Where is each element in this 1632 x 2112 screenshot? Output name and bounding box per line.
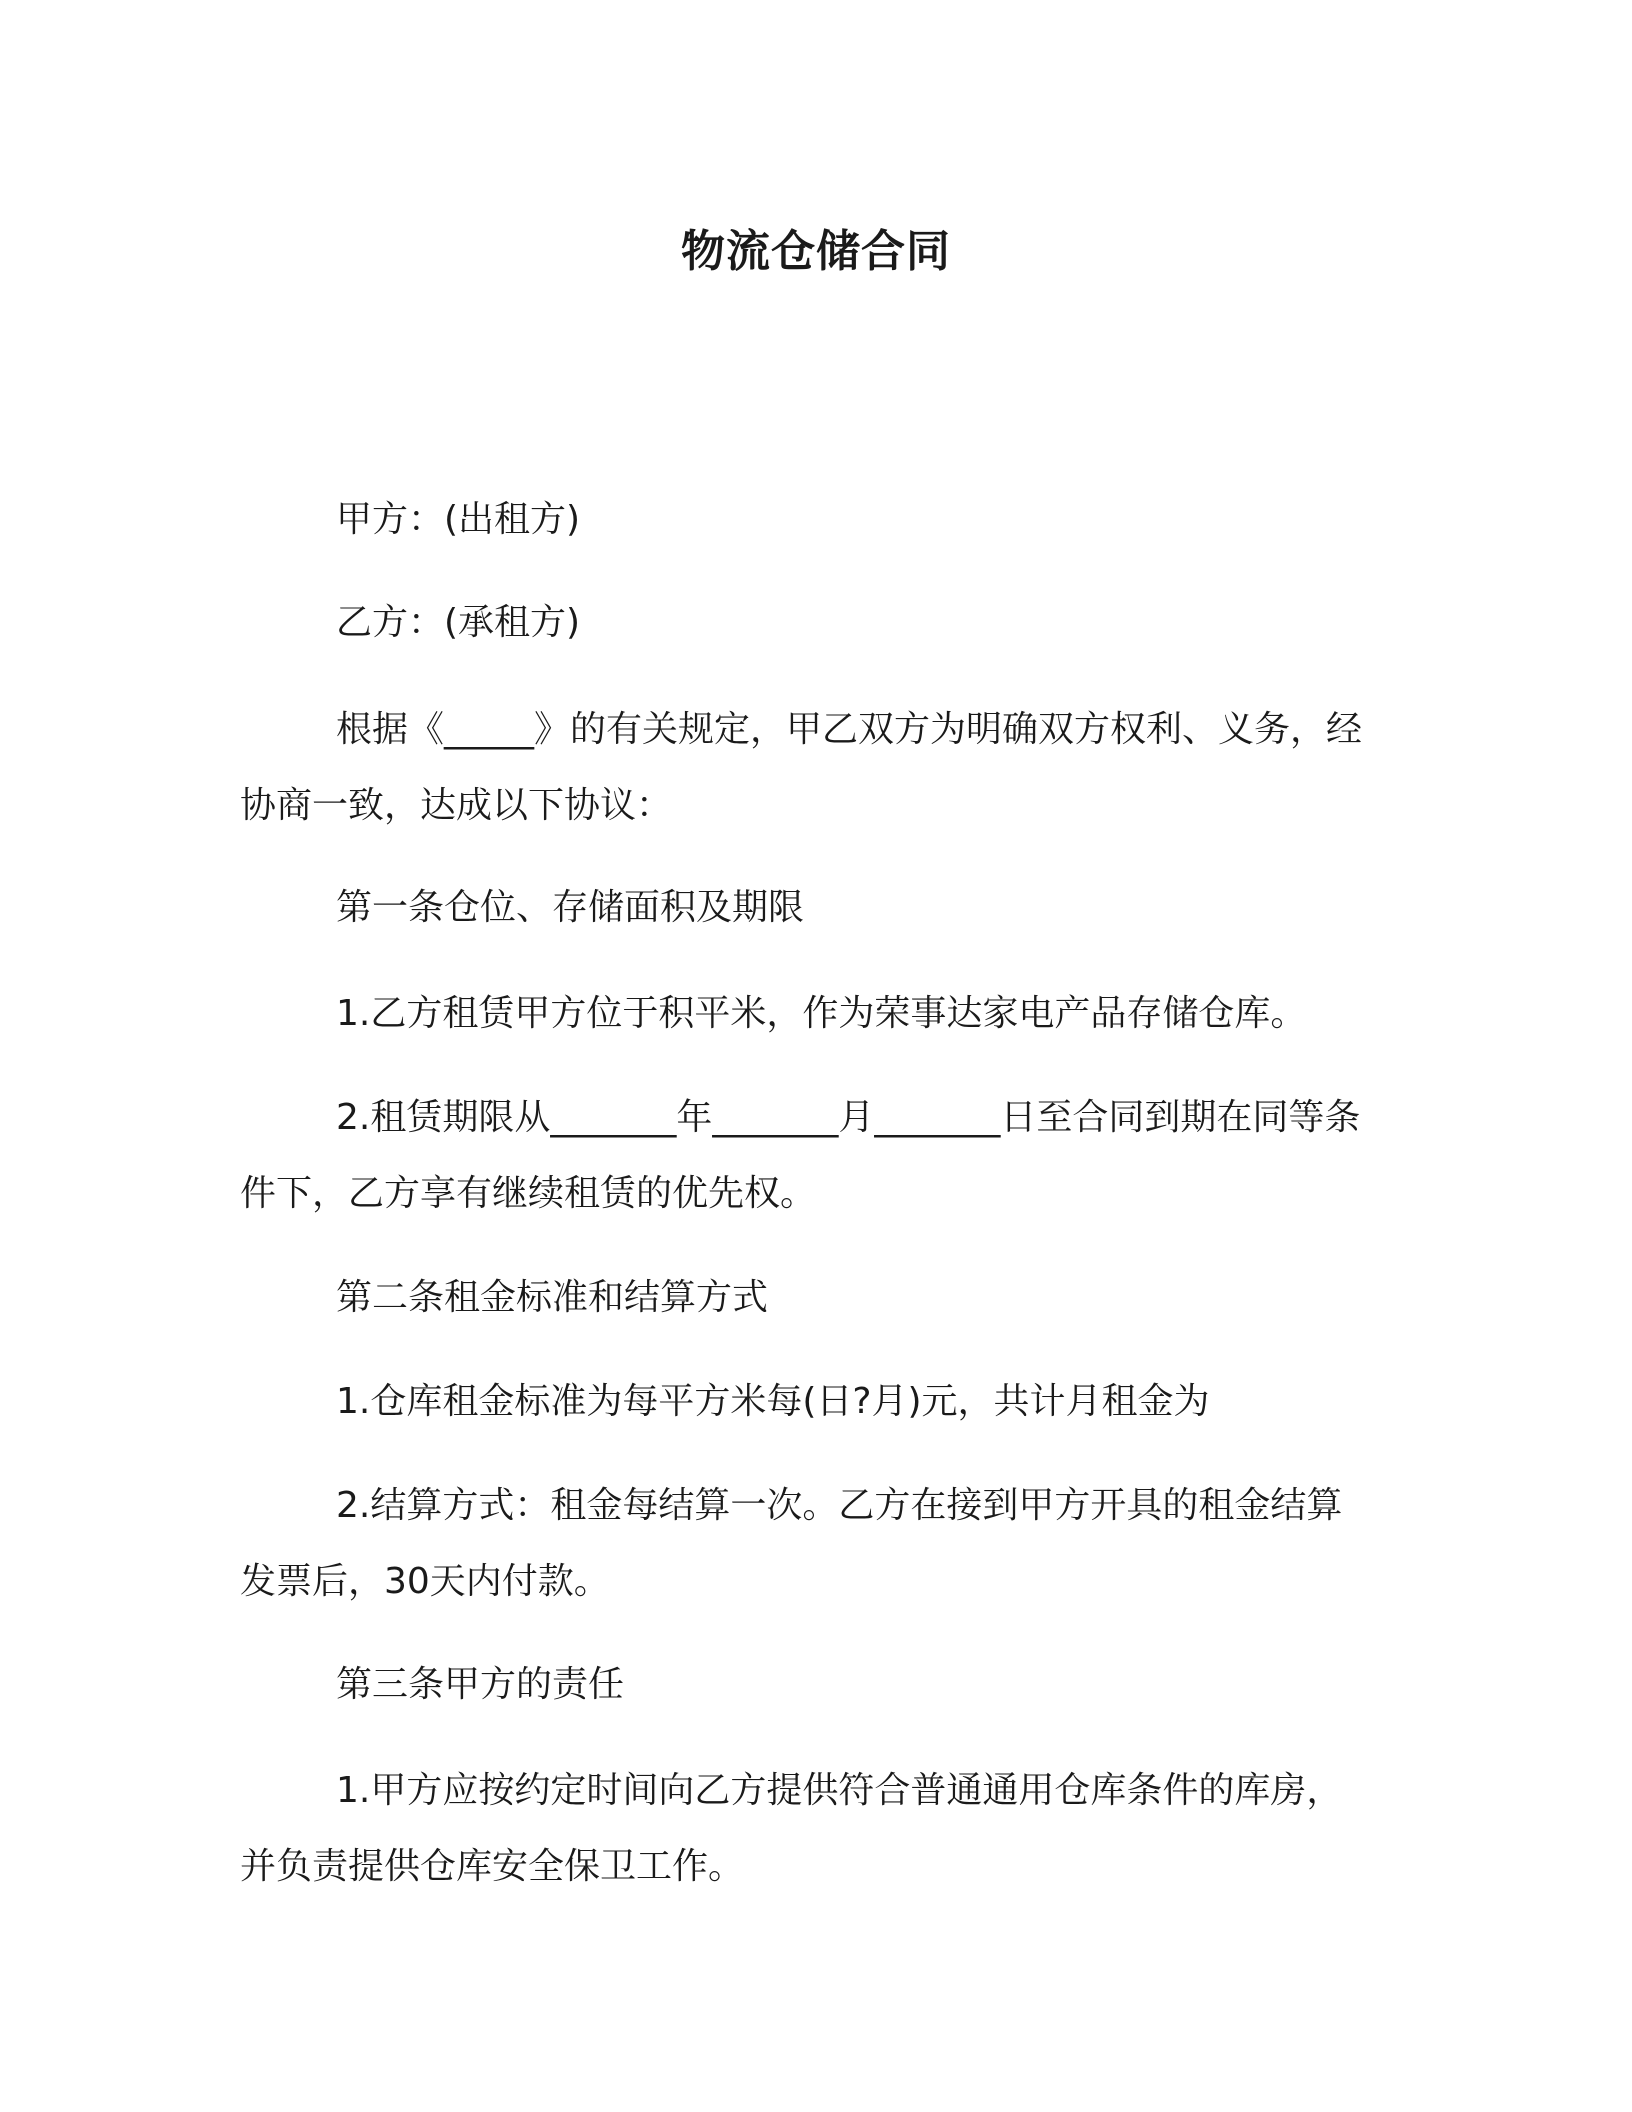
preamble-paragraph: 根据《_____》的有关规定，甲乙双方为明确双方权利、义务，经协商一致，达成以下协议： [240,709,1363,826]
article-1-clause-2: 2.租赁期限从_______年_______月_______日至合同到期在同等条件下，乙方享有继续租赁的优先权。 [240,1097,1361,1214]
article-3-clause-1: 1.甲方应按约定时间向乙方提供符合普通通用仓库条件的库房，并负责提供仓库安全保卫工作。 [240,1770,1343,1887]
article-2-clause-2: 2.结算方式：租金每结算一次。乙方在接到甲方开具的租金结算发票后，30天内付款。 [240,1485,1343,1602]
party-a-line: 甲方：(出租方) [336,499,581,540]
article-1-clause-1: 1.乙方租赁甲方位于积平米，作为荣事达家电产品存储仓库。 [336,993,1307,1034]
document-title: 物流仓储合同 [681,226,951,277]
article-1-heading: 第一条仓位、存储面积及期限 [336,887,805,928]
party-b-line: 乙方：(承租方) [336,602,581,643]
article-2-clause-1: 1.仓库租金标准为每平方米每(日?月)元，共计月租金为 [336,1381,1210,1422]
article-2-heading: 第二条租金标准和结算方式 [336,1277,769,1318]
article-3-heading: 第三条甲方的责任 [336,1664,625,1705]
